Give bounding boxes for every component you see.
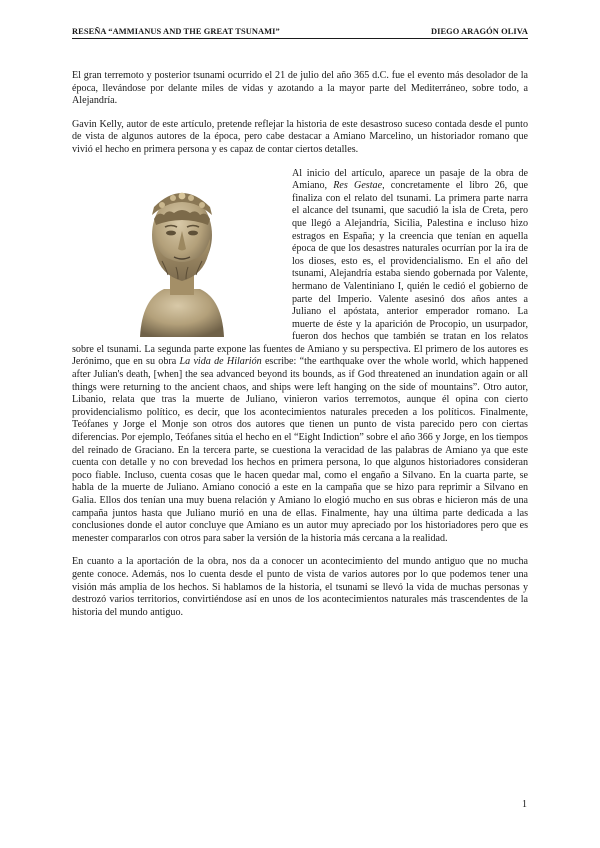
marble-bust-illustration (132, 169, 232, 337)
summary-text-b: , concretamente el libro 26, que finaliza con el relato del tsunami. La primera parte narra el alcance del tsunami, que sacudió la isla de Creta, pero que llegó a Alejandría, Sicilia, Palestina e incluso hizo estragos en España; y la creencia que tenían en aquella época de que los desastres naturales ocurrían por la ira de los dioses, esto es, el providencialismo. En el año del tsunami, Alejandría estaba siendo gobernada por Valente, hermano de Valentiniano I, quién le cedió el gobierno de parte del Imperio. Valente asesinó dos años antes a Juliano el apóstata, anterior emperador romano. La muerte de éste y la aparición de Procopio, un usurpador, fueron dos hechos que también se tratan en los relatos sobre el tsunami. La segunda parte expone las fuentes de Amiano y su perspectiva. El primero de los autores es Jerónimo, que en su obra (72, 180, 528, 368)
work-title-vida-hilarion: La vida de Hilarión (179, 356, 262, 368)
paragraph-intro: El gran terremoto y posterior tsunami ocurrido el 21 de julio del año 365 d.C. fue el evento más desolador de la época, llevándose por delante miles de vidas y azotando a la mayor parte del Mediterráneo, sobre todo, a Alejandría. (72, 70, 528, 107)
document-body (72, 70, 528, 630)
paragraph-contribution: En cuanto a la aportación de la obra, nos da a conocer un acontecimiento del mundo antiguo que no mucha gente conoce. Además, nos lo cuenta desde el punto de vista de varios autores por lo que podemos tener una visión más amplia de los hechos. Si hablamos de la historia, el tsunami se llevó la vida de muchas personas y destrozó varios territorios, convirtiéndose así en unos de los acontecimientos naturales más trascendentes de la historia del mundo antiguo. (72, 556, 528, 618)
bust-image (72, 169, 292, 340)
summary-text-a: Al inicio del artículo, aparece un pasaje de la obra de Amiano, (292, 167, 528, 192)
work-title-res-gestae: Res Gestae (333, 180, 383, 192)
running-header (72, 27, 528, 39)
paragraph-summary (72, 168, 528, 546)
header-title: RESEÑA “AMMIANUS AND THE GREAT TSUNAMI” (72, 27, 280, 36)
header-author: DIEGO ARAGÓN OLIVA (430, 27, 528, 36)
summary-text-c: escribe: “the earthquake over the whole world, which happened after Julian's death, [when] the sea advanced beyond its bounds, as if God threatened an inundation again or all things were returning to the ancient chaos, and ships were left hanging on the side of mountains”. Otro autor, Libanio, relata que tras la muerte de Juliano, vinieron varios terremotos, aunque él opina con cierto providencialismo político, es decir, que los acontecimientos naturales preceden a los políticos. Finalmente, Teófanes y Jorge el Monje son otros dos autores que tienen un punto de vista parecido pero con ciertas diferencias. Por ejemplo, Teófanes sitúa el hecho en el “Eight Indiction” sobre el año 366 y Jorge, en los tiempos del reinado de Graciano. En la tercera parte, se cuestiona la veracidad de las palabras de Amiano ya que este cuenta con detalle y no con brevedad los hechos en primera persona, lo que algunos historiadores consideran poco fiable. Incluso, cuenta cosas que le hacen quedar mal, como el engaño a Silvano. En la cuarta parte, se habla de la muerte de Juliano. Amiano conoció a este en la campaña que se hizo para reprimir a Silvano en Galia. Ellos dos tenían una muy buena relación y Amiano lo elogió mucho en sus obras e hicieron más de una campaña juntos hasta que Juliano murió en una de ellas. Finalmente, hay una última parte dedicada a las conclusiones donde el autor concluye que Amiano es un autor muy apreciado por los historiadores pero que es menester compararlos con otros para saber la versión de la historia más cercana a la realidad. (72, 356, 528, 544)
paragraph-author: Gavin Kelly, autor de este artículo, pretende reflejar la historia de este desastroso suceso contada desde el punto de vista de algunos autores de la época, pero cabe destacar a Amiano Marcelino, un historiador romano que vivió el hecho en primera persona y es capaz de contar ciertos detalles. (72, 118, 528, 155)
page-number: 1 (522, 799, 527, 810)
